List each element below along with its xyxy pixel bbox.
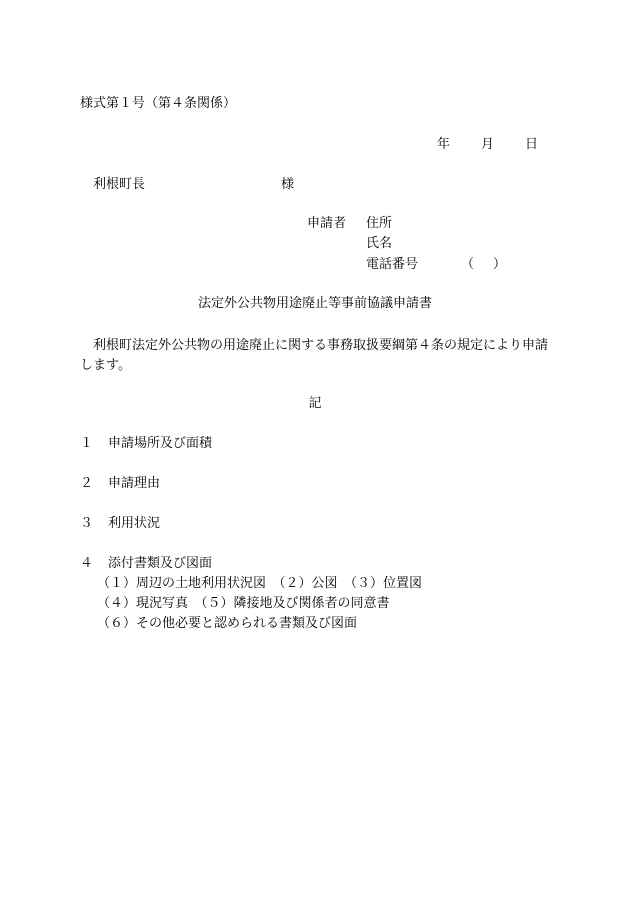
attachment-line: （１）周辺の土地利用状況図 （２）公図 （３）位置図 bbox=[97, 576, 423, 591]
item-number: ４ bbox=[80, 556, 94, 571]
date-year-label: 年 bbox=[437, 137, 451, 152]
applicant-address-label: 住所 bbox=[366, 216, 393, 231]
item-label: 利用状況 bbox=[108, 516, 161, 531]
addressee-name: 利根町長 bbox=[93, 177, 146, 192]
applicant-name-label: 氏名 bbox=[366, 236, 393, 251]
item-number: ２ bbox=[80, 476, 94, 491]
item-number: ３ bbox=[80, 516, 94, 531]
tel-paren-open: （ bbox=[461, 257, 475, 272]
attachment-line: （４）現況写真 （５）隣接地及び関係者の同意書 bbox=[97, 596, 390, 611]
body-text: 利根町法定外公共物の用途廃止に関する事務取扱要綱第４条の規定により申請します。 bbox=[80, 338, 549, 373]
attachment-line: （６）その他必要と認められる書類及び図面 bbox=[97, 616, 358, 631]
item-label: 申請理由 bbox=[108, 476, 161, 491]
ki-heading: 記 bbox=[308, 396, 322, 411]
date-day-label: 日 bbox=[525, 137, 539, 152]
tel-paren-close: ） bbox=[493, 257, 507, 272]
list-item bbox=[80, 437, 212, 450]
form-number: 様式第１号（第４条関係） bbox=[80, 96, 237, 111]
item-number: １ bbox=[80, 436, 94, 451]
item-label: 申請場所及び面積 bbox=[108, 436, 213, 451]
list-item bbox=[80, 517, 160, 530]
item-label: 添付書類及び図面 bbox=[108, 556, 213, 571]
applicant-label: 申請者 bbox=[307, 216, 347, 231]
applicant-tel-label: 電話番号 bbox=[366, 257, 419, 272]
date-month-label: 月 bbox=[481, 137, 495, 152]
list-item bbox=[80, 477, 160, 490]
list-item bbox=[80, 557, 212, 570]
document-title: 法定外公共物用途廃止等事前協議申請書 bbox=[197, 296, 432, 311]
addressee-honorific: 様 bbox=[281, 177, 295, 192]
